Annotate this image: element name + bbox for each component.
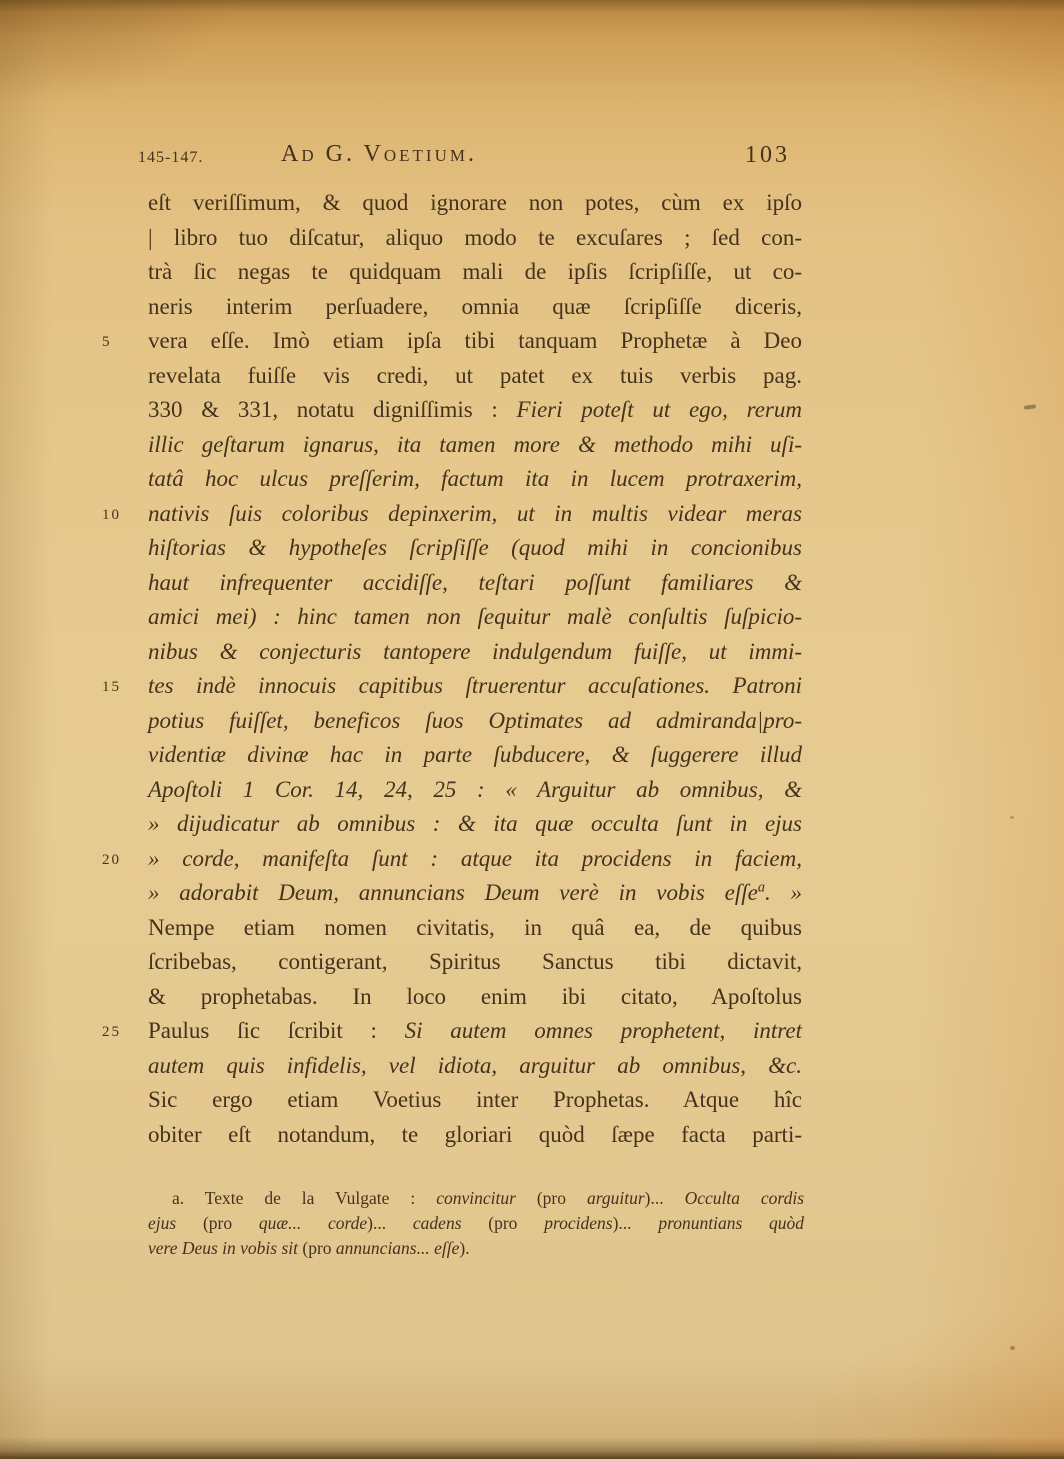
- italic-text: procidens: [544, 1212, 613, 1233]
- italic-text: haut infrequenter accidiſſe, teſtari poſſunt familiares &: [148, 569, 802, 595]
- roman-text: a. Texte de la Vulgate :: [172, 1188, 437, 1208]
- italic-text: autem quis infidelis, vel idiota, arguitur ab omnibus, &c.: [148, 1052, 802, 1078]
- roman-text: 330 & 331, notatu digniſſimis :: [148, 397, 517, 422]
- text-line: [102, 1014, 802, 1049]
- text-line: [148, 255, 802, 290]
- footnote: [148, 1186, 804, 1260]
- italic-text: arguitur: [586, 1188, 645, 1208]
- text-line: [148, 221, 802, 256]
- roman-text: )...: [644, 1188, 685, 1208]
- ink-speck: [1010, 816, 1014, 819]
- italic-text: » dijudicatur ab omnibus : & ita quæ occulta ſunt in ejus: [148, 811, 802, 836]
- roman-text: vera eſſe. Imò etiam ipſa tibi tanquam Prophetæ à Deo: [148, 328, 802, 353]
- roman-text: obiter eſt notandum, te gloriari quòd ſæpe facta parti-: [148, 1121, 802, 1147]
- text-line: [148, 773, 802, 808]
- italic-text: videntiæ divinæ hac in parte ſubducere, & ſuggerere illud: [148, 742, 802, 767]
- margin-line-number: 15: [102, 679, 121, 695]
- roman-text: & prophetabas. In loco enim ibi citato, Apoſtolus: [148, 983, 802, 1009]
- italic-text: convincitur: [436, 1188, 537, 1208]
- italic-text: annuncians... eſſe: [335, 1237, 460, 1258]
- roman-text: | libro tuo diſcatur, aliquo modo te excuſares ; ſed con-: [148, 224, 802, 250]
- italic-text: nibus & conjecturis tantopere indulgendum fuiſſe, ut immi-: [148, 638, 802, 664]
- margin-line-number: 20: [102, 851, 121, 868]
- text-line: [148, 393, 802, 428]
- text-line: [148, 1083, 802, 1118]
- italic-text: cadens: [412, 1212, 489, 1233]
- roman-text: (pro: [536, 1188, 587, 1208]
- roman-text: trà ſic negas te quidquam mali de ipſis ſcripſiſſe, ut co-: [148, 259, 802, 284]
- footnote-line: [148, 1186, 804, 1211]
- text-line: [148, 600, 802, 635]
- italic-text: tes indè innocuis capitibus ſtruerentur accuſationes. Patroni: [148, 673, 802, 698]
- text-line: [148, 635, 802, 670]
- roman-text: Paulus ſic ſcribit :: [148, 1018, 405, 1043]
- roman-text: neris interim perſuadere, omnia quæ ſcripſiſſe diceris,: [148, 293, 802, 319]
- roman-text: revelata fuiſſe vis credi, ut patet ex tuis verbis pag.: [148, 362, 802, 388]
- italic-text: Occulta cordis: [684, 1188, 805, 1208]
- margin-line-number: 10: [102, 506, 121, 523]
- text-line: [148, 704, 802, 739]
- text-line: [148, 566, 802, 601]
- roman-text: Nempe etiam nomen civitatis, in quâ ea, de quibus: [148, 914, 802, 940]
- ink-speck: [1024, 404, 1036, 409]
- text-line: [148, 945, 802, 980]
- text-line: [148, 1118, 802, 1153]
- page-number: 103: [745, 142, 790, 168]
- running-title: Ad G. Voetium.: [281, 141, 477, 167]
- italic-text: Fieri poteſt ut ego, rerum: [516, 397, 802, 422]
- text-line: [148, 911, 802, 946]
- italic-text: » corde, manifeſta ſunt : atque ita procidens in faciem,: [148, 845, 802, 871]
- italic-text: Si autem omnes prophetent, intret: [404, 1018, 802, 1043]
- text-line: [148, 428, 802, 463]
- footnote-marker: a: [757, 879, 765, 896]
- italic-text: tatâ hoc ulcus preſſerim, factum ita in lucem protraxerim,: [148, 466, 802, 491]
- roman-text: eſt veriſſimum, & quod ignorare non potes, cùm ex ipſo: [148, 190, 802, 215]
- italic-text: quæ... corde: [258, 1212, 368, 1233]
- italic-text: nativis ſuis coloribus depinxerim, ut in multis videar meras: [148, 500, 802, 526]
- roman-text: )...: [612, 1212, 659, 1233]
- italic-text: » adorabit Deum, annuncians Deum verè in vobis eſſe: [148, 880, 758, 905]
- italic-text: pronuntians quòd: [658, 1212, 805, 1233]
- footnote-line: [148, 1211, 804, 1236]
- roman-text: (pro: [302, 1237, 336, 1258]
- margin-line-number: 5: [102, 334, 112, 350]
- margin-line-number: 25: [102, 1024, 121, 1040]
- roman-text: )...: [367, 1212, 413, 1233]
- text-line: [148, 1049, 802, 1084]
- roman-text: (pro: [488, 1212, 545, 1233]
- text-line: [148, 807, 802, 842]
- text-line: [148, 876, 802, 911]
- text-line: [102, 842, 802, 877]
- roman-text: Sic ergo etiam Voetius inter Prophetas. Atque hîc: [148, 1087, 802, 1112]
- text-line: [148, 980, 802, 1015]
- text-line: [148, 359, 802, 394]
- text-line: [102, 324, 802, 359]
- text-line: [102, 497, 802, 532]
- italic-text: potius fuiſſet, beneficos ſuos Optimates ad admiranda|pro-: [148, 707, 802, 733]
- text-line: [148, 186, 802, 221]
- text-line: [148, 738, 802, 773]
- italic-text: Apoſtoli 1 Cor. 14, 24, 25 : « Arguitur ab omnibus, &: [148, 776, 802, 802]
- text-line: [148, 290, 802, 325]
- text-line: [148, 531, 802, 566]
- roman-text: ).: [459, 1237, 470, 1258]
- text-body: [102, 186, 802, 1152]
- italic-text: hiſtorias & hypotheſes ſcripſiſſe (quod mihi in concionibus: [148, 535, 802, 560]
- italic-text: amici mei) : hinc tamen non ſequitur malè conſultis ſuſpicio-: [148, 604, 802, 629]
- italic-text: vere Deus in vobis sit: [148, 1237, 303, 1258]
- roman-text: ſcribebas, contigerant, Spiritus Sanctus tibi dictavit,: [148, 949, 802, 974]
- text-line: [148, 462, 802, 497]
- italic-text: illic geſtarum ignarus, ita tamen more & methodo mihi uſi-: [148, 431, 802, 457]
- footnote-line: [148, 1236, 804, 1261]
- text-line: [102, 669, 802, 704]
- italic-text: . »: [764, 880, 802, 905]
- ink-speck: [1010, 1346, 1015, 1350]
- folio-range: 145-147.: [138, 149, 204, 166]
- roman-text: (pro: [202, 1212, 259, 1233]
- italic-text: ejus: [148, 1212, 203, 1233]
- page-header: [0, 141, 1064, 175]
